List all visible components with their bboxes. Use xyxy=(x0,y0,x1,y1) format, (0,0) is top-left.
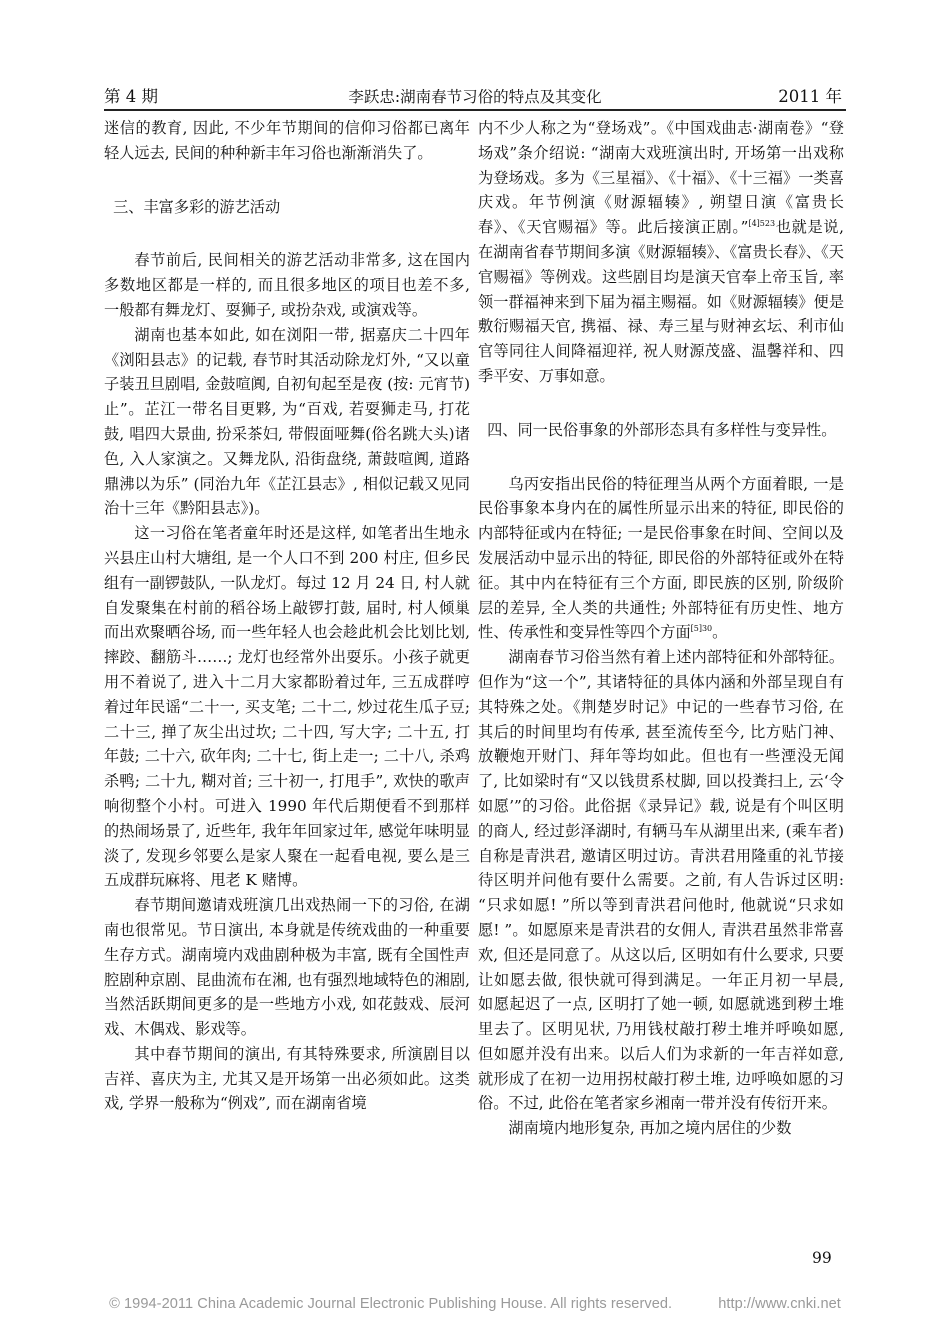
issue-number: 第 4 期 xyxy=(104,87,158,106)
paragraph: 迷信的教育, 因此, 不少年节期间的信仰习俗都已离年轻人远去, 民间的种种新丰年习俗也渐渐消失了。 xyxy=(104,119,470,162)
paragraph: 春节期间邀请戏班演几出戏热闹一下的习俗, 在湖南也很常见。节日演出, 本身就是传统戏曲的一种重要生存方式。湖南境内戏曲剧种极为丰富, 既有全国性声腔剧种京剧、昆曲流布在湘, 也有强烈地域特色的湘剧, 当然活跃期间更多的是一些地方小戏, 如花鼓戏、辰河戏、木偶戏、影戏等。 xyxy=(104,896,470,1039)
paragraph-text: 内不少人称之为“登场戏”。《中国戏曲志·湖南卷》“登场戏”条介绍说: “湖南大戏班演出时, 开场第一出戏称为登场戏。多为《三星福》、《十福》、《十三福》一类喜庆戏。年节例演《财源辐辏》, 朔望日演《富贵长春》、《天官赐福》等。此后接演正剧。” xyxy=(478,119,844,237)
citation: [4]523 xyxy=(748,219,776,229)
paragraph xyxy=(478,472,844,646)
paragraph-text: 。 xyxy=(712,623,728,642)
issue-year: 2011 年 xyxy=(778,87,842,106)
running-header xyxy=(104,86,846,110)
copyright-footer xyxy=(0,1296,950,1312)
page-number: 99 xyxy=(812,1249,832,1267)
citation: [5]30 xyxy=(690,624,713,634)
paragraph: 湖南春节习俗当然有着上述内部特征和外部特征。但作为“这一个”, 其诸特征的具体内涵和外部呈现自有其特殊之处。《荆楚岁时记》中记的一些春节习俗, 在其后的时间里均有传承, 甚至流传至今, 比方贴门神、放鞭炮开财门、拜年等均如此。但也有一些湮没无闻了, 比如梁时有“又以钱贯系杖脚, 回以投粪扫上, 云‘令如愿’”的习俗。此俗据《录异记》载, 说是有个叫区明的商人, 经过彭泽湖时, 有辆马车从湖里出来, (乘车者)自称是青洪君, 邀请区明过访。青洪君用隆重的礼节接待区明并问他有要什么需要。之前, 有人告诉过区明: “只求如愿! ”所以等到青洪君问他时, 他就说“只求如愿! ”。如愿原来是青洪君的女佣人, 青洪君虽然非常喜欢, 但还是同意了。从这以后, 区明如有什么要求, 只要让如愿去做, 很快就可得到满足。一年正月初一早晨, 如愿起迟了一点, 区明打了她一顿, 如愿就逃到秽土堆里去了。区明见状, 乃用钱杖敲打秽土堆并呼唤如愿, 但如愿并没有出来。以后人们为求新的一年吉祥如意, 就形成了在初一边用拐杖敲打秽土堆, 边呼唤如愿的习俗。不过, 此俗在笔者家乡湘南一带并没有传衍开来。 xyxy=(478,648,844,1113)
paragraph xyxy=(478,116,844,389)
right-column xyxy=(478,116,844,1141)
section-heading-4: 四、同一民俗事象的外部形态具有多样性与变异性。 xyxy=(487,420,837,439)
paragraph: 这一习俗在笔者童年时还是这样, 如笔者出生地永兴县庄山村大塘组, 是一个人口不到 200 村庄, 但乡民组有一副锣鼓队, 一队龙灯。每过 12 月 24 日, 村人就自发聚集在村前的稻谷场上敲锣打鼓, 届时, 村人倾巢而出欢聚晒谷场, 而一些年轻人也会趁此机会比划比划, 摔跤、翻筋斗……; 龙灯也经常外出耍乐。小孩子就更用不着说了, 进入十二月大家都盼着过年, 三五成群哼着过年民谣“二十一, 买支笔; 二十二, 炒过花生瓜子豆; 二十三, 掸了灰尘出过坎; 二十四, 写大字; 二十五, 打年鼓; 二十六, 砍年肉; 二十七, 街上走一; 二十八, 杀鸡杀鸭; 二十九, 糊对首; 三十初一, 打甩手”, 欢快的歌声响彻整个小村。可进入 1990 年代后期便看不到那样的热闹场景了, 近些年, 我年年回家过年, 感觉年味明显淡了, 发现乡邻要么是家人聚在一起看电视, 要么是三五成群玩麻将、甩老 K 赌博。 xyxy=(104,524,470,890)
paragraph-text: 乌丙安指出民俗的特征理当从两个方面着眼, 一是民俗事象本身内在的属性所显示出来的特征, 即民俗的内部特征或内在特征; 一是民俗事象在时间、空间以及发展活动中显示出的特征, 即民俗的外部特征或外在特征。其中内在特征有三个方面, 即民族的区别, 阶级阶层的差异, 全人类的共通性; 外部特征有历史性、地方性、传承性和变异性等四个方面 xyxy=(478,474,844,642)
paragraph: 春节前后, 民间相关的游艺活动非常多, 这在国内多数地区都是一样的, 而且很多地区的项目也差不多, 一般都有舞龙灯、耍狮子, 或扮杂戏, 或演戏等。 xyxy=(104,251,470,319)
section-heading-3: 三、丰富多彩的游艺活动 xyxy=(113,197,281,216)
paragraph: 湖南境内地形复杂, 再加之境内居住的少数 xyxy=(508,1119,792,1138)
copyright-text: © 1994-2011 China Academic Journal Electronic Publishing House. All rights reserved. xyxy=(109,1296,673,1312)
footer-url[interactable]: http://www.cnki.net xyxy=(718,1296,841,1312)
header-rule xyxy=(104,109,846,111)
paragraph-text: 也就是说, 在湖南省春节期间多演《财源辐辏》、《富贵长春》、《天官赐福》等例戏。这些剧目均是演天官奉上帝玉旨, 率领一群福神来到下届为福主赐福。如《财源辐辏》便是敷衍赐福天官, 携福、禄、寿三星与财神玄坛、利市仙官等同往人间降福迎祥, 祝人财源茂盛、温馨祥和、四季平安、万事如意。 xyxy=(478,218,845,385)
paragraph: 其中春节期间的演出, 有其特殊要求, 所演剧目以吉祥、喜庆为主, 尤其又是开场第一出必须如此。这类戏, 学界一般称为“例戏”, 而在湖南省境 xyxy=(104,1044,470,1113)
paragraph: 湖南也基本如此, 如在浏阳一带, 据嘉庆二十四年《浏阳县志》的记载, 春节时其活动除龙灯外, “又以童子装丑旦剧唱, 金鼓喧阗, 自初旬起至是夜 (按: 元宵节) 止”。芷江一带名目更夥, 为“百戏, 若耍狮走马, 打花鼓, 唱四大景曲, 扮采茶妇, 带假面哑舞(俗名跳大头)诸色, 入人家演之。又舞龙队, 沿街盘绕, 萧鼓喧阗, 道路鼎沸以为乐” (同治九年《芷江县志》, 相似记载又见同治十三年《黔阳县志》)。 xyxy=(104,325,470,518)
left-column xyxy=(104,116,470,1116)
running-title: 李跃忠:湖南春节习俗的特点及其变化 xyxy=(348,88,602,106)
